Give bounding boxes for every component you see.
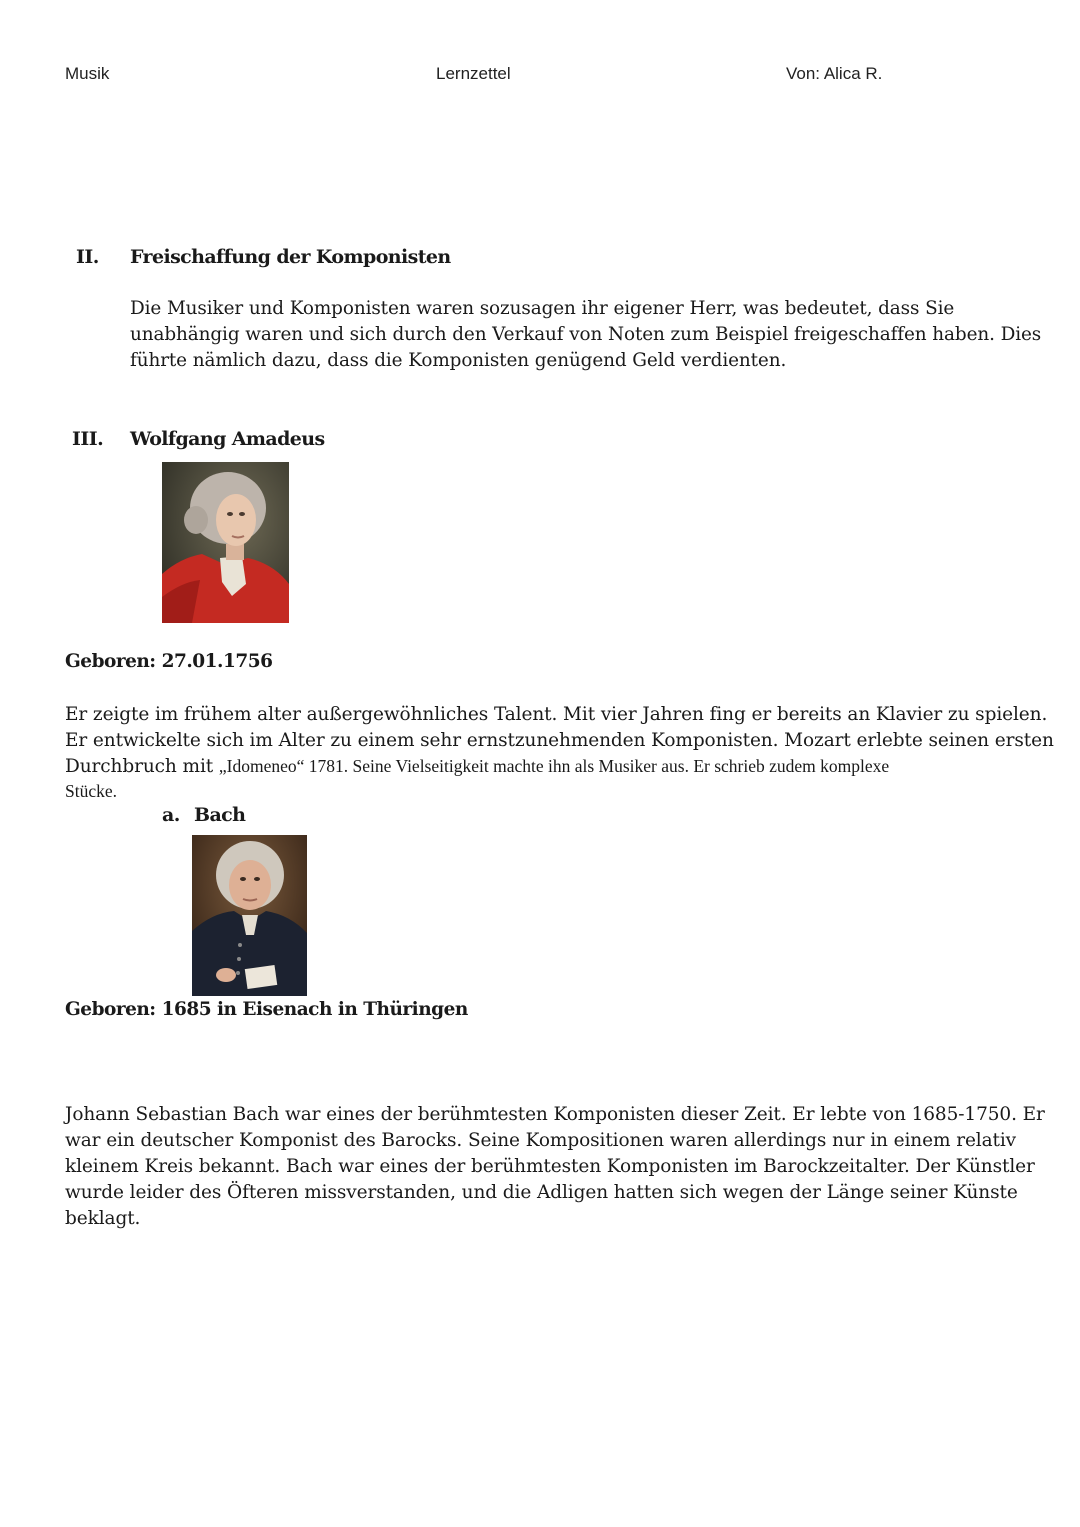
text-line: kleinem Kreis bekannt. Bach war eines der berühmtesten Komponisten im Barockzeitalter. Der Künstler	[65, 1156, 1035, 1177]
text-line-mixed	[65, 754, 1054, 780]
bach-birth-info: Geboren: 1685 in Eisenach in Thüringen	[65, 999, 468, 1020]
text-line: Die Musiker und Komponisten waren sozusagen ihr eigener Herr, was bedeutet, dass Sie	[130, 298, 955, 319]
mozart-portrait-image	[162, 462, 289, 623]
mozart-text	[65, 702, 1054, 803]
header-title: Lernzettel	[436, 64, 511, 83]
text-fragment: „Idomeneo“ 1781. Seine Vielseitigkeit machte ihn als Musiker aus. Er schrieb zudem komplexe	[218, 756, 890, 776]
text-line: beklagt.	[65, 1208, 141, 1229]
text-line: Er entwickelte sich im Alter zu einem sehr ernstzunehmenden Komponisten. Mozart erlebte seinen ersten	[65, 730, 1054, 751]
bach-portrait-image	[192, 835, 307, 996]
mozart-birthdate: Geboren: 27.01.1756	[65, 651, 273, 672]
subsection-a-title: Bach	[194, 804, 246, 826]
subsection-a-marker: a.	[162, 804, 180, 826]
text-line: Er zeigte im frühem alter außergewöhnliches Talent. Mit vier Jahren fing er bereits an Klavier zu spielen.	[65, 704, 1048, 725]
header-subject: Musik	[65, 64, 110, 83]
bach-text	[65, 1102, 1045, 1232]
text-line: war ein deutscher Komponist des Barocks. Seine Kompositionen waren allerdings nur in einem relativ	[65, 1130, 1017, 1151]
text-line: Johann Sebastian Bach war eines der berühmtesten Komponisten dieser Zeit. Er lebte von 1685-1750. Er	[65, 1104, 1045, 1125]
mozart-portrait-icon	[162, 462, 289, 623]
header-author: Von: Alica R.	[786, 64, 883, 83]
text-line: führte nämlich dazu, dass die Komponisten genügend Geld verdienten.	[130, 350, 787, 371]
section-2-number: II.	[76, 246, 99, 268]
section-2-title: Freischaffung der Komponisten	[130, 246, 451, 268]
text-fragment: Durchbruch mit	[65, 756, 214, 777]
section-3-title: Wolfgang Amadeus	[130, 428, 325, 450]
text-line: wurde leider des Öfteren missverstanden, und die Adligen hatten sich wegen der Länge seiner Künste	[65, 1182, 1018, 1203]
section-2-text	[130, 296, 1041, 374]
bach-portrait-icon	[192, 835, 307, 996]
text-line: Stücke.	[65, 781, 118, 801]
section-3-number: III.	[72, 428, 104, 450]
text-line: unabhängig waren und sich durch den Verkauf von Noten zum Beispiel freigeschaffen haben. Dies	[130, 324, 1042, 345]
